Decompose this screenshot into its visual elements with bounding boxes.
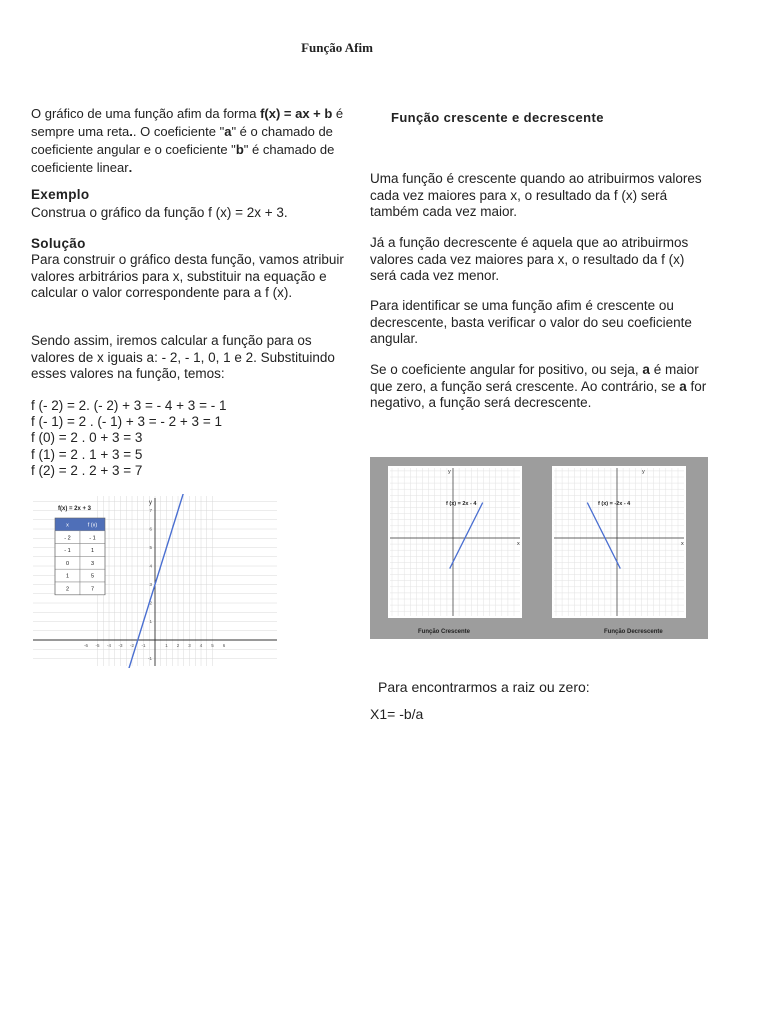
intro-text-4: " é o chamado de coeficiente angular e o coeficiente " bbox=[31, 124, 333, 157]
right-paragraph-2: Já a função decrescente é aquela que ao atribuirmos valores cada vez maiores para x, o resultado da f (x) será cada vez menor. bbox=[370, 235, 689, 283]
y-axis-label-left: y bbox=[448, 469, 451, 475]
y-tick-label: 7 bbox=[149, 508, 152, 513]
table-cell: 5 bbox=[90, 573, 95, 580]
x-tick-label: -6 bbox=[83, 643, 89, 648]
y-tick-label: 3 bbox=[149, 582, 152, 587]
root-formula: X1= -b/a bbox=[370, 706, 424, 722]
p4-coef-a: a bbox=[642, 362, 650, 377]
values-table bbox=[55, 518, 105, 595]
example-heading: Exemplo bbox=[31, 187, 90, 202]
y-tick-label: 6 bbox=[149, 526, 152, 532]
right-paragraph-3: Para identificar se uma função afim é crescente ou decrescente, basta verificar o valor do seu coeficiente angular. bbox=[370, 298, 692, 346]
root-text: Para encontrarmos a raiz ou zero: bbox=[378, 679, 590, 695]
x-axis-label-left: x bbox=[517, 541, 520, 547]
example-graph bbox=[31, 494, 279, 668]
x-tick-label: 1 bbox=[165, 643, 168, 648]
table-cell: 7 bbox=[90, 586, 95, 593]
x-tick-label: 3 bbox=[188, 643, 191, 648]
page-title: Função Afim bbox=[301, 40, 373, 55]
calc-line: f (2) = 2 . 2 + 3 = 7 bbox=[31, 462, 143, 478]
table-cell: 1 bbox=[90, 548, 95, 555]
x-tick-label: -1 bbox=[141, 643, 146, 648]
intro-text-5: " é chamado de coeficiente linear bbox=[31, 142, 335, 175]
calc-line: f (- 2) = 2. (- 2) + 3 = - 4 + 3 = - 1 bbox=[31, 398, 227, 413]
intro-text-1: O gráfico de uma função afim da forma bbox=[31, 106, 261, 121]
p4-coef-a-2: a bbox=[679, 378, 687, 394]
solution-heading: Solução bbox=[31, 236, 86, 251]
p4-text-1: Se o coeficiente angular for positivo, ou seja, bbox=[370, 362, 643, 377]
table-cell: 1 bbox=[65, 573, 70, 580]
decreasing-graph-title: f (x) = -2x - 4 bbox=[598, 501, 631, 507]
intro-paragraph bbox=[31, 105, 349, 177]
x-tick-label: 6 bbox=[222, 643, 226, 648]
y-tick-label: 2 bbox=[149, 600, 152, 606]
x-tick-label: 2 bbox=[176, 643, 180, 648]
table-cell: 0 bbox=[65, 560, 70, 567]
x-axis-label-right: x bbox=[681, 541, 684, 547]
table-header-cell: f (x) bbox=[87, 522, 98, 529]
y-tick-label: 1 bbox=[149, 619, 152, 624]
y-axis-label: y bbox=[149, 500, 152, 506]
comparison-graphs bbox=[370, 457, 708, 639]
table-cell: 3 bbox=[90, 560, 95, 567]
table-cell: - 1 bbox=[64, 548, 71, 555]
table-header-cell: x bbox=[66, 522, 69, 529]
y-tick-label: -1 bbox=[147, 656, 152, 661]
right-heading: Função crescente e decrescente bbox=[391, 110, 604, 125]
calc-line: f (- 1) = 2 . (- 1) + 3 = - 2 + 3 = 1 bbox=[31, 414, 222, 430]
intro-text-2: é sempre uma reta bbox=[31, 106, 344, 139]
y-tick-label: 4 bbox=[149, 563, 152, 569]
example-text: Construa o gráfico da função f (x) = 2x + 3. bbox=[31, 205, 288, 220]
p4-text-2: é maior que zero, a função será crescente. Ao contrário, se bbox=[370, 362, 699, 394]
x-tick-label: -4 bbox=[106, 643, 112, 648]
intro-text-3-dot: . bbox=[129, 124, 133, 139]
intro-coef-a: a bbox=[224, 124, 232, 139]
y-tick-label: 5 bbox=[149, 545, 152, 550]
calc-line: f (0) = 2 . 0 + 3 = 3 bbox=[31, 430, 143, 446]
calc-lines bbox=[31, 398, 351, 479]
x-tick-label: -5 bbox=[95, 643, 100, 648]
solution-text: Para construir o gráfico desta função, vamos atribuir valores arbitrários para x, substituir na equação e calcular o valor correspondente para a f (x). bbox=[31, 252, 344, 300]
intro-coef-b: b bbox=[235, 142, 244, 157]
intro-text-3: . O coeficiente " bbox=[132, 124, 225, 139]
decreasing-caption: Função Decrescente bbox=[604, 629, 663, 635]
table-header-bg bbox=[55, 518, 105, 531]
y-axis-label-right: y bbox=[642, 469, 645, 475]
intro-text-6: . bbox=[128, 160, 133, 175]
table-cell: - 1 bbox=[89, 535, 96, 542]
calc-text: Sendo assim, iremos calcular a função para os valores de x iguais a: - 2, - 1, 0, 1 e 2. Substituindo esses valores na função, temos: bbox=[31, 333, 335, 381]
x-tick-label: 4 bbox=[199, 643, 203, 648]
calc-line: f (1) = 2 . 1 + 3 = 5 bbox=[31, 446, 143, 462]
increasing-caption: Função Crescente bbox=[418, 629, 471, 635]
x-tick-label: -2 bbox=[129, 643, 135, 648]
right-paragraph-1: Uma função é crescente quando ao atribuirmos valores cada vez maiores para x, o resultado da f (x) será também cada vez maior. bbox=[370, 171, 702, 219]
x-tick-label: 5 bbox=[211, 643, 214, 648]
table-cell: 2 bbox=[65, 586, 70, 593]
intro-formula: f(x) = ax + b bbox=[260, 106, 333, 121]
p4-text-3: for negativo, a função será decrescente. bbox=[370, 378, 707, 410]
graph-title: f(x) = 2x + 3 bbox=[58, 506, 92, 512]
table-cell: - 2 bbox=[64, 535, 71, 542]
x-tick-label: -3 bbox=[118, 643, 123, 648]
right-paragraph-4 bbox=[370, 362, 710, 412]
increasing-graph-title: f (x) = 2x - 4 bbox=[446, 501, 477, 507]
